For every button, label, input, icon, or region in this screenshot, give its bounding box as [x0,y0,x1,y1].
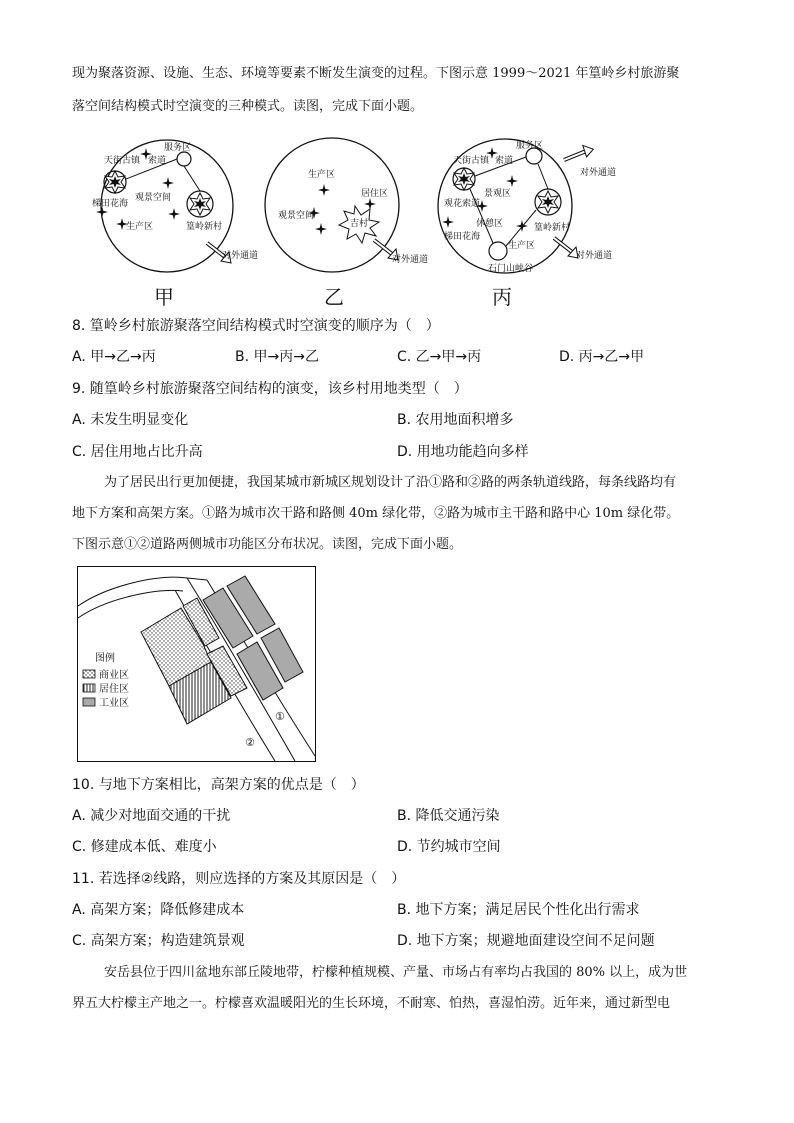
question-11-option-d[interactable]: D. 地下方案；规避地面建设空间不足问题 [397,933,655,949]
question-9-option-c[interactable]: C. 居住用地占比升高 [72,444,203,460]
diagram-yi [265,138,428,309]
intro-text-line: 为了居民出行更加便捷，我国某城市新城区规划设计了沿①路和②路的两条轨道线路，每条线路均有 [104,475,677,490]
intro-text-line: 地下方案和高架方案。①路为城市次干路和路侧 40m 绿化带，②路为城市主干路和路中心 10m 绿化带。 [72,506,680,521]
legend-swatch-industrial [83,698,95,706]
label-jicun: 吉村 [350,219,369,229]
label-juzhu: 居住区 [361,189,389,199]
caption-jia: 甲 [154,285,174,309]
legend-swatch-residential [83,684,95,692]
intro-text-line: 界五大柠檬主产地之一。柠檬喜欢温暖阳光的生长环境，不耐寒、怕热，喜湿怕涝。近年来，通过新型电 [72,996,671,1011]
city-function-map [77,566,316,762]
intro-text-line: 下图示意①②道路两侧城市功能区分布状况。读图，完成下面小题。 [72,537,463,552]
label-suodao: 索道 [495,156,514,166]
intro-text-line: 现为聚落资源、设施、生态、环境等要素不断发生演变的过程。下图示意 1999～2021 年篁岭乡村旅游聚 [72,66,680,81]
label-shengchan: 生产区 [126,222,154,232]
label-tianjie: 天街古镇 [453,156,490,166]
intro-text-line: 安岳县位于四川盆地东部丘陵地带，柠檬种植规模、产量、市场占有率均占我国的 80% 以上，成为世 [104,965,688,980]
label-guanjing: 观景空间 [278,211,315,221]
question-10-option-a[interactable]: A. 减少对地面交通的干扰 [72,808,231,824]
question-11-option-c[interactable]: C. 高架方案；构造建筑景观 [72,933,245,949]
label-waitong: 对外通道 [580,168,617,178]
label-guanhua: 观花索道 [444,199,481,209]
question-10-option-b[interactable]: B. 降低交通污染 [397,808,500,824]
question-9-option-b[interactable]: B. 农用地面积增多 [397,412,514,428]
label-tianjie: 天街古镇 [104,156,141,166]
legend-title: 图例 [95,653,115,664]
question-11-option-b[interactable]: B. 地下方案；满足居民个性化出行需求 [397,902,640,918]
question-8-option-d[interactable]: D. 丙→乙→甲 [559,349,645,365]
legend-commercial: 商业区 [99,670,129,681]
question-8-option-b[interactable]: B. 甲→丙→乙 [235,349,319,365]
label-shengchan: 生产区 [308,170,336,180]
question-10-option-c[interactable]: C. 修建成本低、难度小 [72,839,217,855]
label-jingguan: 景观区 [484,189,512,199]
question-10-option-d[interactable]: D. 节约城市空间 [397,839,501,855]
question-11-option-a[interactable]: A. 高架方案；降低修建成本 [72,902,245,918]
legend-industrial: 工业区 [99,698,129,709]
label-shimen: 石门山峡谷 [488,264,534,274]
label-huangling: 篁岭新村 [534,223,571,233]
diagram-bing [438,139,616,309]
legend-residential: 居住区 [99,684,129,695]
question-11-stem: 11. 若选择②线路，则应选择的方案及其原因是（ ） [72,871,406,887]
label-titian: 梯田花海 [92,199,129,209]
label-xiuxian: 休憩区 [476,219,504,229]
caption-yi: 乙 [324,285,344,309]
question-9-stem: 9. 随篁岭乡村旅游聚落空间结构的演变，该乡村用地类型（ ） [72,381,468,397]
legend-swatch-commercial [83,670,95,678]
question-8-stem: 8. 篁岭乡村旅游聚落空间结构模式时空演变的顺序为（ ） [72,318,440,334]
label-waitong: 对外通道 [576,251,613,261]
question-9-option-d[interactable]: D. 用地功能趋向多样 [397,444,529,460]
road-1-label: ① [275,710,285,723]
label-guanjing: 观景空间 [135,193,172,203]
label-service: 服务区 [164,143,192,153]
label-waitong: 对外通道 [222,251,259,261]
label-suodao: 索道 [148,156,167,166]
label-shengchan: 生产区 [508,241,536,251]
question-8-option-a[interactable]: A. 甲→乙→丙 [72,349,156,365]
question-10-stem: 10. 与地下方案相比，高架方案的优点是（ ） [72,777,365,793]
question-8-option-c[interactable]: C. 乙→甲→丙 [397,349,482,365]
diagram-jia [92,140,258,309]
road-2-label: ② [245,736,255,749]
question-9-option-a[interactable]: A. 未发生明显变化 [72,412,189,428]
label-titian: 梯田花海 [444,232,481,242]
settlement-structure-diagram [72,126,632,312]
caption-bing: 丙 [492,285,512,309]
label-huangling: 篁岭新村 [186,222,223,232]
label-waitong: 对外通道 [392,255,429,265]
label-service: 服务区 [516,141,544,151]
intro-text-line: 落空间结构模式时空演变的三种模式。读图，完成下面小题。 [72,99,424,114]
